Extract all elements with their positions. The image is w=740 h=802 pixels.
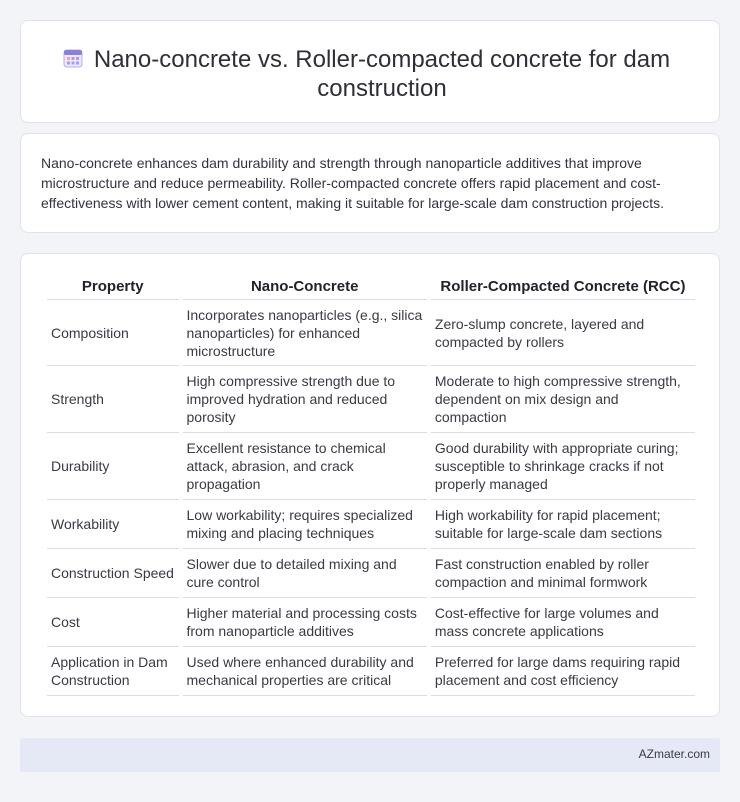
cell-nano: Incorporates nanoparticles (e.g., silica nanoparticles) for enhanced microstructure [183,300,427,366]
page-title-text: Nano-concrete vs. Roller-compacted concrete for dam construction [93,46,671,102]
comparison-table-card [20,253,720,717]
header-nano-concrete: Nano-Concrete [183,276,427,300]
cell-rcc: High workability for rapid placement; suitable for large-scale dam sections [431,500,695,549]
cell-nano: Used where enhanced durability and mechanical properties are critical [183,647,427,696]
page-title [21,45,719,103]
cell-nano: High compressive strength due to improved hydration and reduced porosity [183,366,427,433]
table-row [47,300,695,366]
cell-property: Workability [47,500,179,549]
table-row [47,549,695,598]
cell-rcc: Preferred for large dams requiring rapid placement and cost efficiency [431,647,695,696]
cell-property: Application in Dam Construction [47,647,179,696]
table-row [47,647,695,696]
table-row [47,366,695,433]
header-rcc: Roller-Compacted Concrete (RCC) [431,276,695,300]
header-property: Property [47,276,179,300]
cell-rcc: Good durability with appropriate curing; susceptible to shrinkage cracks if not properly managed [431,433,695,500]
cell-property: Durability [47,433,179,500]
cell-nano: Higher material and processing costs from nanoparticle additives [183,598,427,647]
table-header-row [47,276,695,300]
cell-rcc: Moderate to high compressive strength, dependent on mix design and compaction [431,366,695,433]
cell-nano: Slower due to detailed mixing and cure control [183,549,427,598]
cell-nano: Excellent resistance to chemical attack, abrasion, and crack propagation [183,433,427,500]
title-card [20,20,720,123]
cell-property: Construction Speed [47,549,179,598]
cell-nano: Low workability; requires specialized mixing and placing techniques [183,500,427,549]
comparison-table [43,276,699,696]
table-row [47,433,695,500]
cell-property: Composition [47,300,179,366]
cell-property: Cost [47,598,179,647]
table-row [47,500,695,549]
table-row [47,598,695,647]
cell-rcc: Cost-effective for large volumes and mass concrete applications [431,598,695,647]
cell-rcc: Zero-slump concrete, layered and compacted by rollers [431,300,695,366]
footer-brand[interactable]: AZmater.com [638,747,710,761]
summary-text: Nano-concrete enhances dam durability and strength through nanoparticle additives that improve microstructure and reduce permeability. Roller-compacted concrete offers rapid placement and cost-effectiveness with lower cement content, making it suitable for large-scale dam construction projects. [41,155,665,211]
cell-property: Strength [47,366,179,433]
summary-card [20,133,720,233]
footer-bar [20,738,720,772]
cell-rcc: Fast construction enabled by roller compaction and minimal formwork [431,549,695,598]
